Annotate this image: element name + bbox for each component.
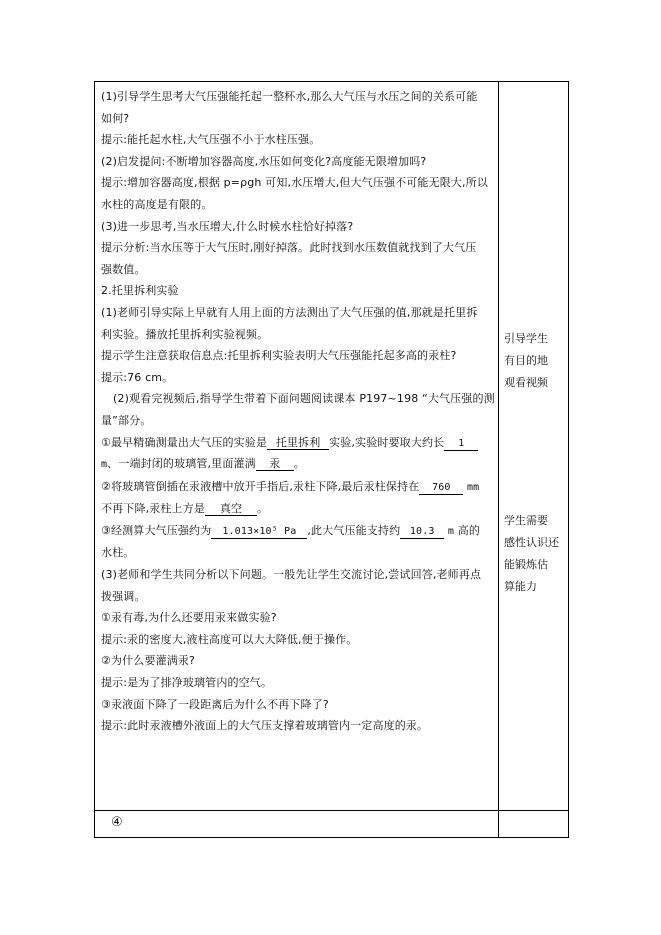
side-note-line: 有目的地 — [504, 354, 548, 367]
answer-blank: 真空 — [205, 503, 257, 516]
unit: m — [101, 459, 108, 471]
question-2 — [101, 476, 493, 499]
text: ③经测算大气压强约为 — [101, 523, 212, 537]
answer-blank: 10.3 — [400, 526, 444, 539]
text-line: 提示:此时汞液槽外液面上的大气压支撑着玻璃管内一定高度的汞。 — [101, 719, 429, 733]
text-line: ②为什么要灌满汞? — [101, 654, 196, 668]
text-line: 提示:是为了排净玻璃管内的空气。 — [101, 676, 273, 690]
text-line: 拨强调。 — [101, 589, 146, 603]
answer-blank: 托里拆利 — [267, 437, 329, 450]
text: ①最早精确测量出大气压的实验是 — [101, 435, 268, 449]
text: ②将玻璃管倒插在汞液槽中放开手指后,汞柱下降,最后汞柱保持在 — [101, 479, 420, 493]
answer-blank: 1 — [444, 438, 478, 451]
text-line: 提示:增加容器高度,根据 p=ρgh 可知,水压增大,但大气压强不可能无限大,所以 — [101, 176, 488, 190]
text: 。 — [257, 502, 269, 516]
text-line: (3)老师和学生共同分析以下问题。一般先让学生交流讨论,尝试回答,老师再点 — [101, 568, 482, 582]
text-line: 强数值。 — [101, 262, 146, 276]
text-line: (1)老师引导实际上早就有人用上面的方法测出了大气压强的值,那就是托里拆 — [101, 305, 478, 319]
text-line: 水柱的高度是有限的。 — [101, 197, 213, 211]
question-1-cont — [101, 453, 493, 476]
text-line: 提示学生注意获取信息点:托里拆利实验表明大气压强能托起多高的汞柱? — [101, 349, 457, 363]
main-content — [101, 86, 493, 737]
text-line: ③汞液面下降了一段距离后为什么不再下降了? — [101, 697, 329, 711]
text-line: (3)进一步思考,当水压增大,什么时候水柱恰好掉落? — [101, 219, 354, 233]
text-line: 利实验。播放托里拆利实验视频。 — [101, 327, 269, 341]
text-line: 提示分析:当水压等于大气压时,刚好掉落。此时找到水压数值就找到了大气压 — [101, 241, 477, 255]
side-note-line: 算能力 — [504, 580, 537, 593]
answer-blank: 760 — [419, 482, 463, 495]
text-line: 提示:76 cm。 — [101, 370, 174, 384]
answer-blank: 1.013×10⁵ Pa — [211, 526, 307, 539]
row-divider — [95, 810, 568, 811]
text-line: 如何? — [101, 111, 130, 125]
question-3 — [101, 520, 493, 543]
question-2-cont — [101, 498, 493, 520]
side-note-line: 感性认识还 — [504, 536, 559, 549]
text: 不再下降,汞柱上方是 — [101, 502, 205, 516]
text: 、一端封闭的玻璃管,里面灌满 — [107, 457, 256, 471]
unit: mm — [467, 481, 480, 493]
side-note-line: 观看视频 — [504, 376, 548, 389]
question-1 — [101, 432, 493, 454]
unit: m — [447, 525, 455, 537]
text-line: 水柱。 — [101, 546, 135, 560]
text-line: (1)引导学生思考大气压强能托起一整杯水,那么大气压与水压之间的关系可能 — [101, 90, 478, 103]
text-line: (2)观看完视频后,指导学生带着下面问题阅读课本 P197~198 “大气压强的测 — [113, 392, 495, 406]
circled-number: ④ — [111, 815, 123, 830]
text-line: ①汞有毒,为什么还要用汞来做实验? — [101, 611, 277, 625]
text: 高的 — [457, 523, 481, 537]
column-divider — [498, 82, 499, 837]
text-line: 提示:汞的密度大,液柱高度可以大大降低,便于操作。 — [101, 632, 358, 646]
side-note-1 — [504, 328, 566, 394]
section-heading: 2.托里拆利实验 — [101, 284, 179, 298]
text-line: (2)启发提问:不断增加容器高度,水压如何变化?高度能无限增加吗? — [101, 154, 427, 168]
lesson-table — [94, 81, 569, 838]
text: ,此大气压能支持约 — [307, 523, 401, 537]
answer-blank: 汞 — [256, 458, 294, 471]
side-note-line: 引导学生 — [504, 332, 548, 345]
side-note-2 — [504, 510, 566, 598]
side-note-line: 学生需要 — [504, 514, 548, 527]
side-note-line: 能锻炼估 — [504, 558, 548, 571]
text-line: 提示:能托起水柱,大气压强不小于水柱压强。 — [101, 133, 321, 147]
text: 。 — [293, 457, 305, 471]
text-line: 量”部分。 — [101, 413, 152, 427]
text: 实验,实验时要取大约长 — [329, 435, 445, 449]
